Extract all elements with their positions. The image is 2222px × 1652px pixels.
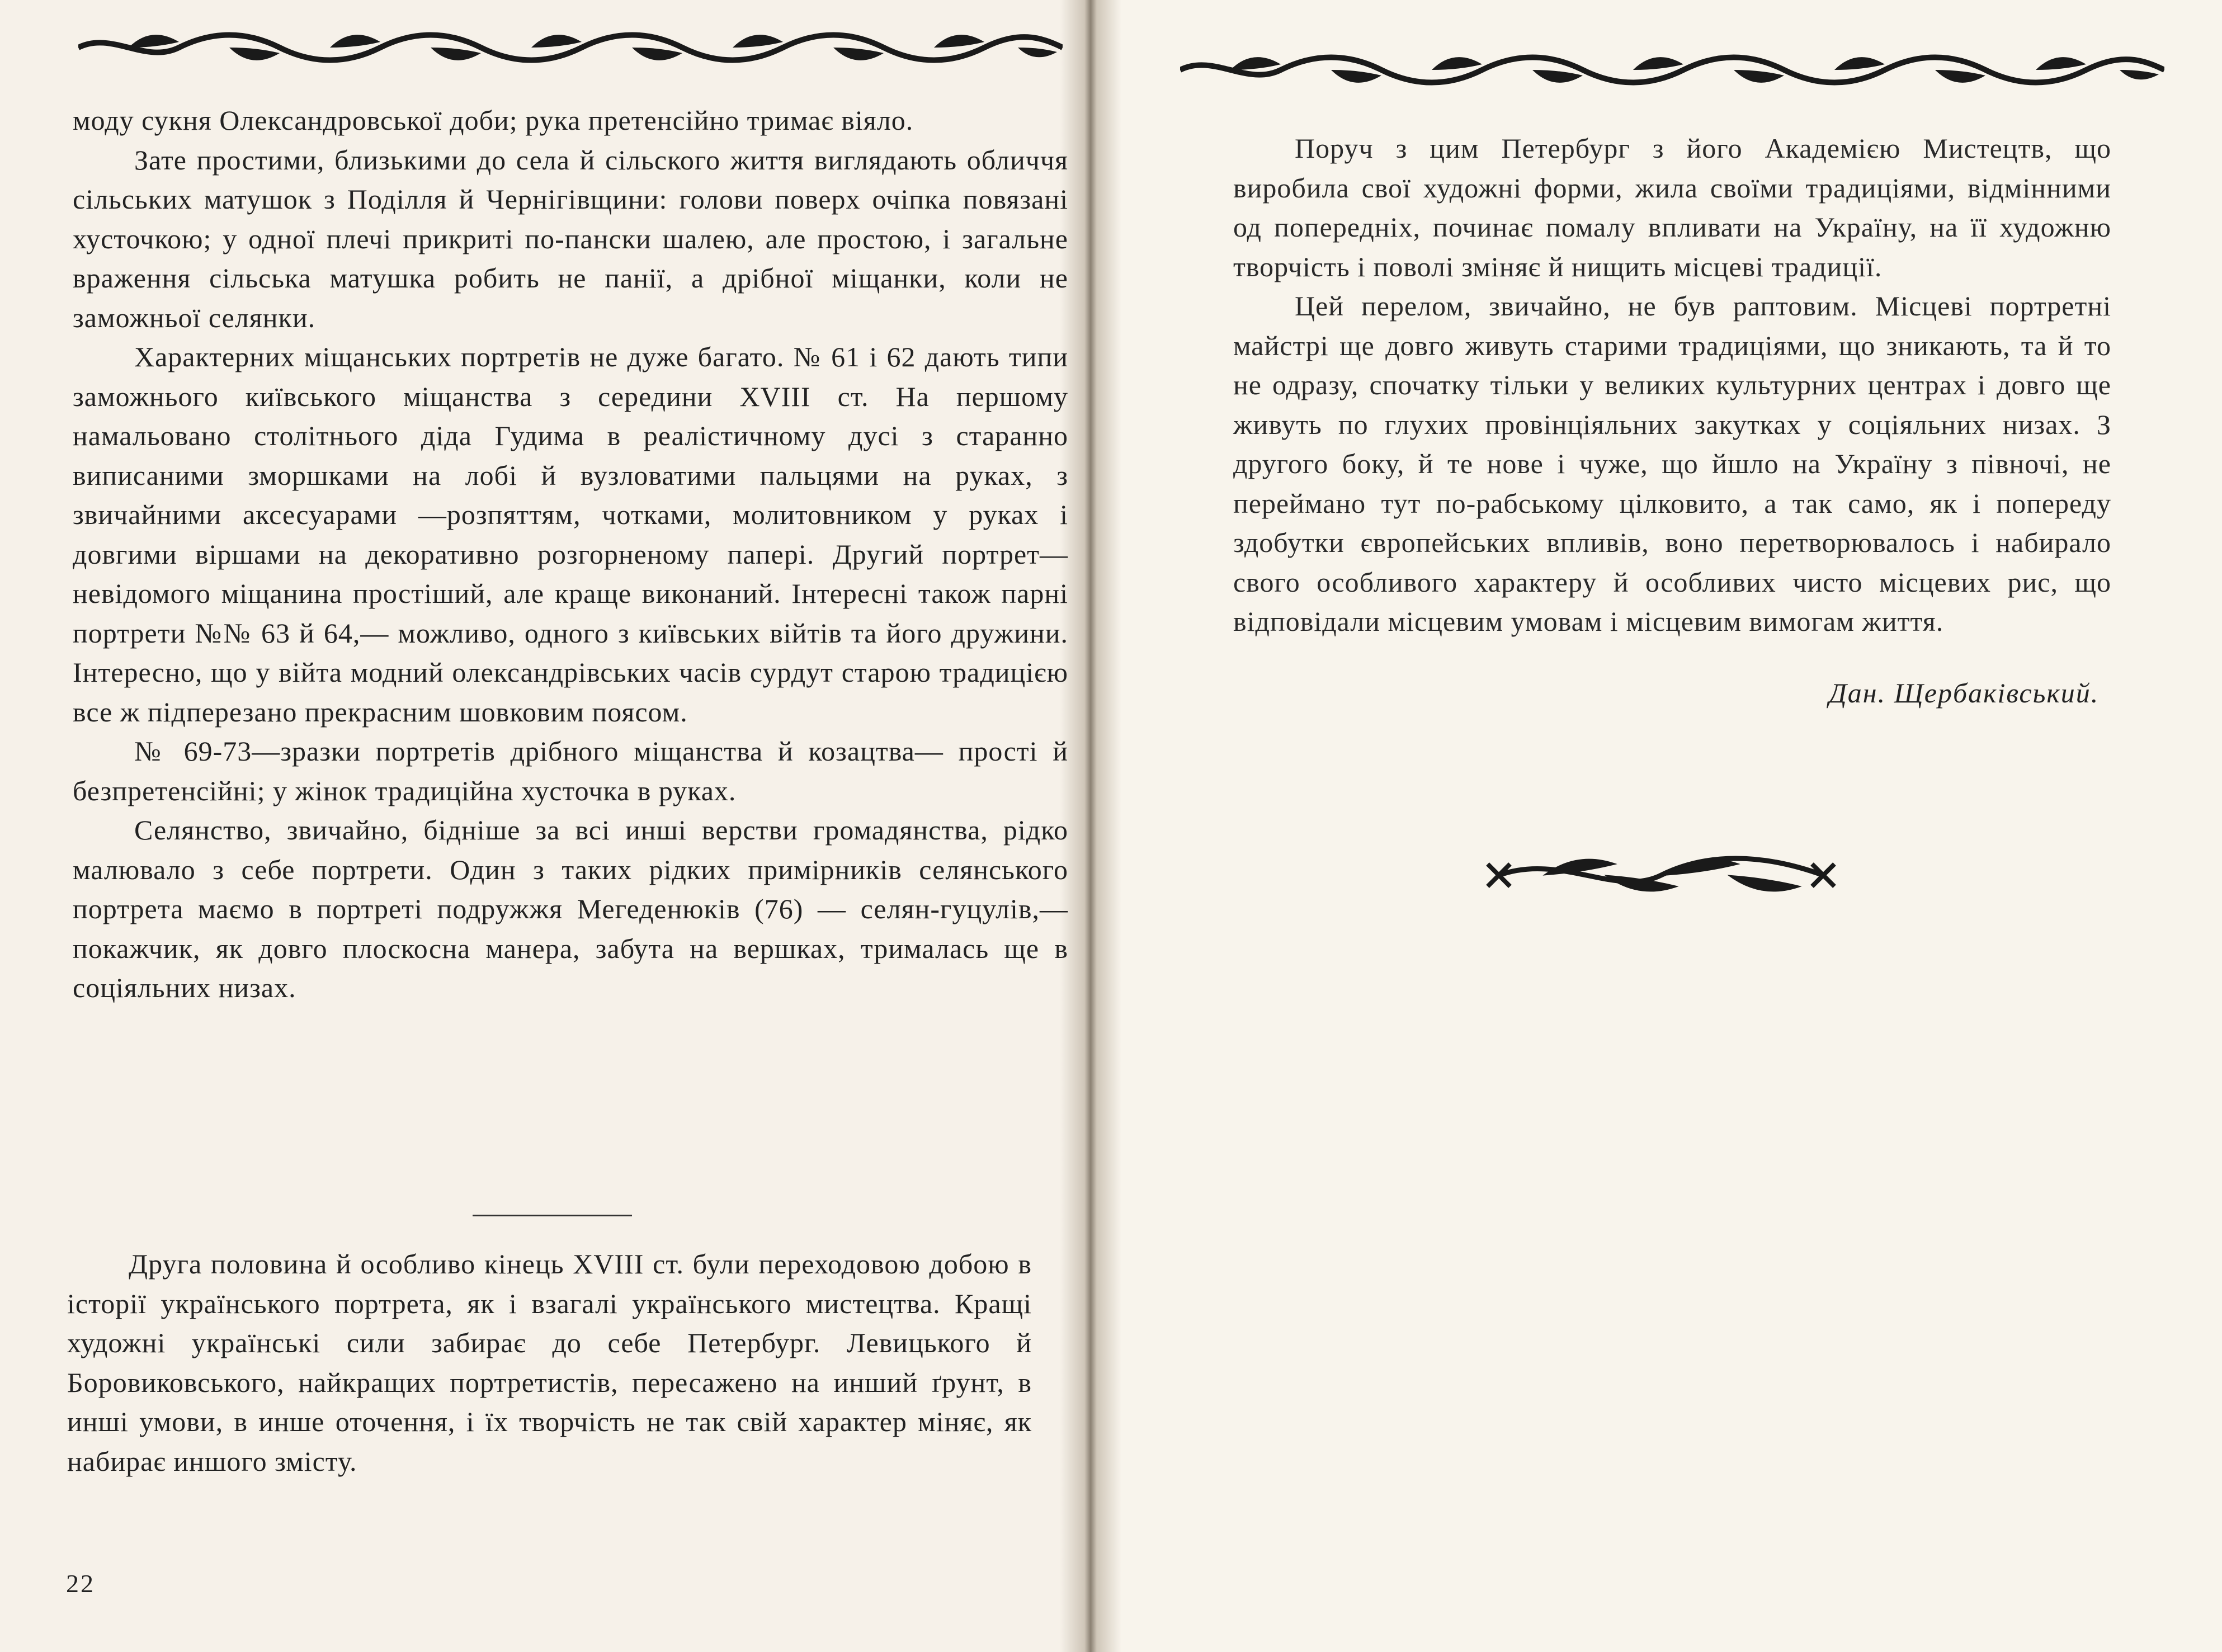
left-page-text-after-rule [67, 1244, 1032, 1481]
paragraph: № 69-73—зразки портретів дрібного міщанства й козацтва— прості й безпретенсійні; у жінок традиційна хусточка в руках. [73, 735, 1068, 806]
paragraph: Поруч з цим Петербург з його Академією Мистецтв, що виробила свої художні форми, жила своїми традиціями, відмінними од попередніх, починає помалу впливати на Україну, на її художню творчість і поволі зміняє й нищить місцеві традиції. [1233, 133, 2111, 282]
page-number: 22 [66, 1569, 95, 1598]
section-divider [473, 1215, 632, 1216]
right-page-text [1233, 129, 2111, 641]
fleuron-icon [1476, 847, 1846, 903]
vine-ornament-icon [1180, 45, 2164, 95]
vine-ornament-icon [78, 22, 1063, 73]
paragraph: Друга половина й особливо кінець XVIII ст. були переходовою добою в історії українського портрета, як і взагалі українського мистецтва. Кращі художні українські сили забирає до себе Петербург. Левицького й Боровиковського, найкращих портретистів, пересажено на инший ґрунт, в инші умови, в инше оточення, і їх творчість не так свій характер міняє, як набирає иншого змісту. [67, 1248, 1032, 1477]
paragraph: Зате простими, близькими до села й сільского життя виглядають обличчя сільських матушок з Поділля й Чернігівщини: голови поверх очіпка повязані хусточкою; у одної плечі прикриті по-пански шалею, але простою, і загальне враження сільська матушка робить не панії, а дрібної міщанки, коли не заможньої селянки. [73, 144, 1068, 333]
paragraph: Характерних міщанських портретів не дуже багато. № 61 і 62 дають типи заможнього київського міщанства з середини XVIII ст. На першому намальовано столітнього діда Гудима в реалістичному дусі з старанно виписаними зморшками на лобі й вузловатими пальцями на руках, з звичайними аксесуарами —розпяттям, чотками, молитовником у руках і довгими віршами на декоративно розгорненому папері. Другий портрет—невідомого міщанина простіший, але краще виконаний. Інтересні також парні портрети №№ 63 й 64,— можливо, одного з київських війтів та його дружини. Інтересно, що у війта модний олександрівських часів сурдут старою традицією все ж підперезано прекрасним шовковим поясом. [73, 341, 1068, 728]
paragraph: моду сукня Олександровської доби; рука претенсійно тримає віяло. [73, 105, 914, 136]
paragraph: Селянство, звичайно, бідніше за всі инші верстви громадянства, рідко малювало з себе портрети. Один з таких рідких примірників селянського портрета маємо в портреті подружжя Мегеденюків (76) — селян-гуцулів,— покажчик, як довго плоскосна манера, забута на вершках, трималась ще в соціяльних низах. [73, 814, 1068, 1003]
paragraph: Цей перелом, звичайно, не був раптовим. Місцеві портретні майстрі ще довго живуть старими традиціями, що зникають, та й то не одразу, спочатку тільки у великих культурних центрах і довго ще живуть по глухих провінціяльних закутках у соціяльних низах. З другого боку, й те нове і чуже, що йшло на Україну з півночі, не перейманo тут по-рабському цілковито, а так само, як і попереду здобутки європейських впливів, воно перетворювалось і набирало свого особливого характеру й особливих чисто місцевих рис, що відповідали місцевим умовам і місцевим вимогам життя. [1233, 290, 2111, 637]
left-page-text [73, 101, 1068, 1008]
book-gutter [1060, 0, 1121, 1652]
author-signature: Дан. Щербаківський. [1829, 677, 2100, 709]
